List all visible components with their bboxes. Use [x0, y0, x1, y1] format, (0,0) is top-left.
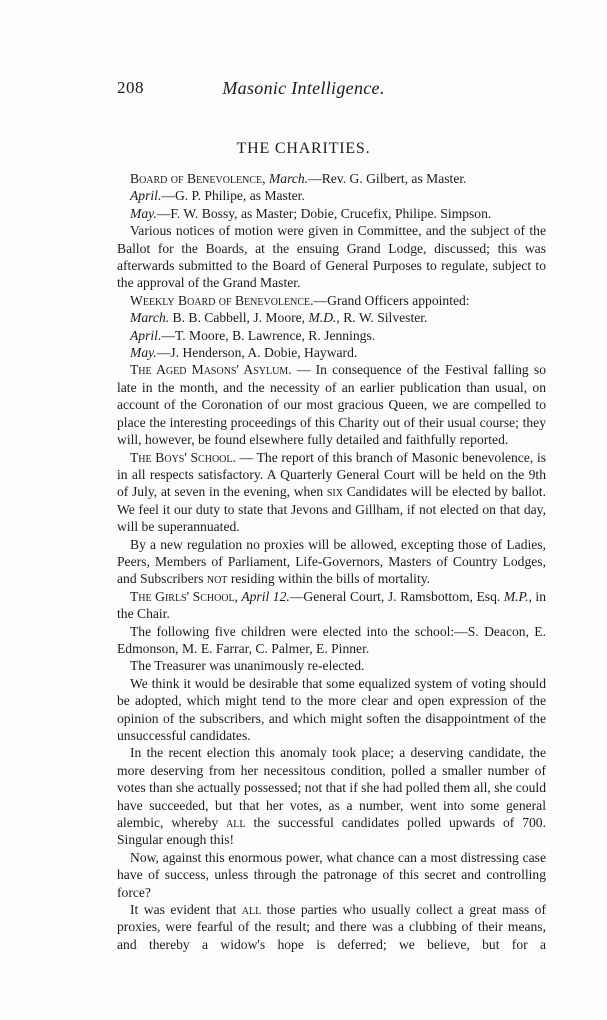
weekly-heading: Weekly Board of Benevolence. — [130, 292, 314, 308]
voting-paragraph: We think it would be desirable that some equalized system of voting should be adopted, which might tend to the more clear and open expression of the opinion of the subscribers, and which might soften the disappointment of the unsuccessful candidates. — [117, 675, 546, 743]
weekly-board-paragraph — [117, 292, 546, 309]
weekly-march-text-a: B. B. Cabbell, J. Moore, — [169, 310, 309, 326]
recent-election-paragraph — [117, 744, 546, 848]
elected-paragraph: The following five children were elected into the school:—S. Deacon, E. Edmonson, M. E. Farrar, C. Palmer, E. Pinner. — [117, 623, 546, 656]
board-text: —Rev. G. Gilbert, as Master. — [308, 171, 467, 186]
board-month: March. — [268, 171, 309, 186]
recent-text-b: the successful candidates polled upwards of 700. Singular enough this! — [117, 815, 546, 848]
regulation-paragraph — [117, 536, 546, 588]
recent-text-a: In the recent election this anomaly took place; a deserving candidate, the more deserving from her necessitous condition, polled a smaller number of votes than she actually possessed; not that if she had polled them all, she could have succeeded, but that her votes, as a number, went into some general alembic, whereby — [117, 745, 546, 831]
recent-all: all — [226, 815, 246, 831]
page-header — [0, 78, 607, 102]
regulation-text-b: residing within the bills of mortality. — [227, 571, 431, 587]
boys-heading: The Boys' School. — [130, 449, 236, 465]
evident-text-a: It was evident that — [130, 902, 242, 918]
asylum-paragraph — [117, 361, 546, 448]
weekly-march-text-b: R. W. Silvester. — [339, 310, 428, 326]
weekly-april-paragraph — [117, 327, 546, 344]
running-title: Masonic Intelligence. — [222, 78, 385, 98]
weekly-may-text: —J. Henderson, A. Dobie, Hayward. — [156, 345, 358, 361]
may-text: —F. W. Bossy, as Master; Dobie, Crucefix, Philipe. Simpson. — [156, 205, 492, 221]
boys-text-b: Candidates will be elected by ballot. We feel it our duty to state that Jevons and Gillham, if not elected on that day, will be superannuated. — [117, 484, 546, 535]
asylum-text: — In consequence of the Festival falling so late in the month, and the necessity of an earlier publication than usual, on account of the Coronation of our most gracious Queen, we are compelled to place the interesting proceedings of this Charity out of their usual course; they will, however, be found elsewhere fully detailed and faithfully reported. — [117, 362, 546, 448]
girls-mp: M.P., — [503, 588, 532, 604]
weekly-april-text: —T. Moore, B. Lawrence, R. Jennings. — [161, 327, 376, 343]
weekly-text: —Grand Officers appointed: — [313, 292, 470, 308]
power-paragraph: Now, against this enormous power, what chance can a most distressing case have of success, unless through the patronage of this secret and controlling force? — [117, 849, 546, 900]
weekly-march-paragraph — [117, 309, 546, 326]
treasurer-paragraph: The Treasurer was unanimously re-elected. — [130, 658, 365, 674]
girls-date: April 12. — [238, 588, 290, 604]
evident-paragraph — [117, 901, 546, 953]
regulation-text-a: By a new regulation no proxies will be allowed, excepting those of Ladies, Peers, Members of Parliament, Life-Governors, Masters of Country Lodges, and Subscribers — [117, 536, 546, 587]
asylum-heading: The Aged Masons' Asylum. — [130, 362, 292, 378]
article-body — [117, 170, 546, 953]
page-number: 208 — [117, 78, 144, 97]
april-paragraph — [117, 187, 546, 204]
girls-text-b: in the Chair. — [117, 588, 546, 622]
girls-text-a: —General Court, J. Ramsbottom, Esq. — [289, 588, 504, 604]
boys-six: six — [326, 484, 343, 500]
section-title: THE CHARITIES. — [236, 140, 371, 157]
board-of-benevolence-paragraph — [117, 170, 546, 187]
evident-text-b: those parties who usually collect a great mass of proxies, were fearful of the result; and there was a clubbing of their means, and thereby a widow's hope is deferred; we believe, but for a — [117, 902, 546, 952]
board-heading: Board of Benevolence, — [130, 171, 266, 186]
boys-text-a: — The report of this branch of Masonic benevolence, is in all respects satisfactory. A Quarterly General Court will be held on the 9th of July, at seven in the evening, when — [117, 449, 547, 500]
evident-all: all — [241, 902, 262, 918]
girls-school-paragraph — [117, 588, 546, 623]
weekly-may-paragraph — [117, 344, 546, 361]
girls-heading: The Girls' School, — [130, 588, 239, 604]
weekly-april-label: April. — [130, 327, 162, 343]
boys-school-paragraph — [117, 449, 546, 536]
notices-paragraph: Various notices of motion were given in Committee, and the subject of the Ballot for the Boards, at the ensuing Grand Lodge, discussed; this was afterwards submitted to the Board of General Purposes to regulate, subject to the approval of the Grand Master. — [117, 223, 546, 291]
april-text: —G. P. Philipe, as Master. — [161, 188, 305, 204]
may-label: May. — [130, 205, 157, 221]
regulation-not: not — [206, 571, 228, 587]
april-label: April. — [130, 188, 162, 204]
may-paragraph — [117, 205, 546, 222]
weekly-may-label: May. — [130, 345, 157, 361]
weekly-march-label: March. — [130, 310, 170, 326]
weekly-march-md: M.D., — [308, 310, 340, 326]
